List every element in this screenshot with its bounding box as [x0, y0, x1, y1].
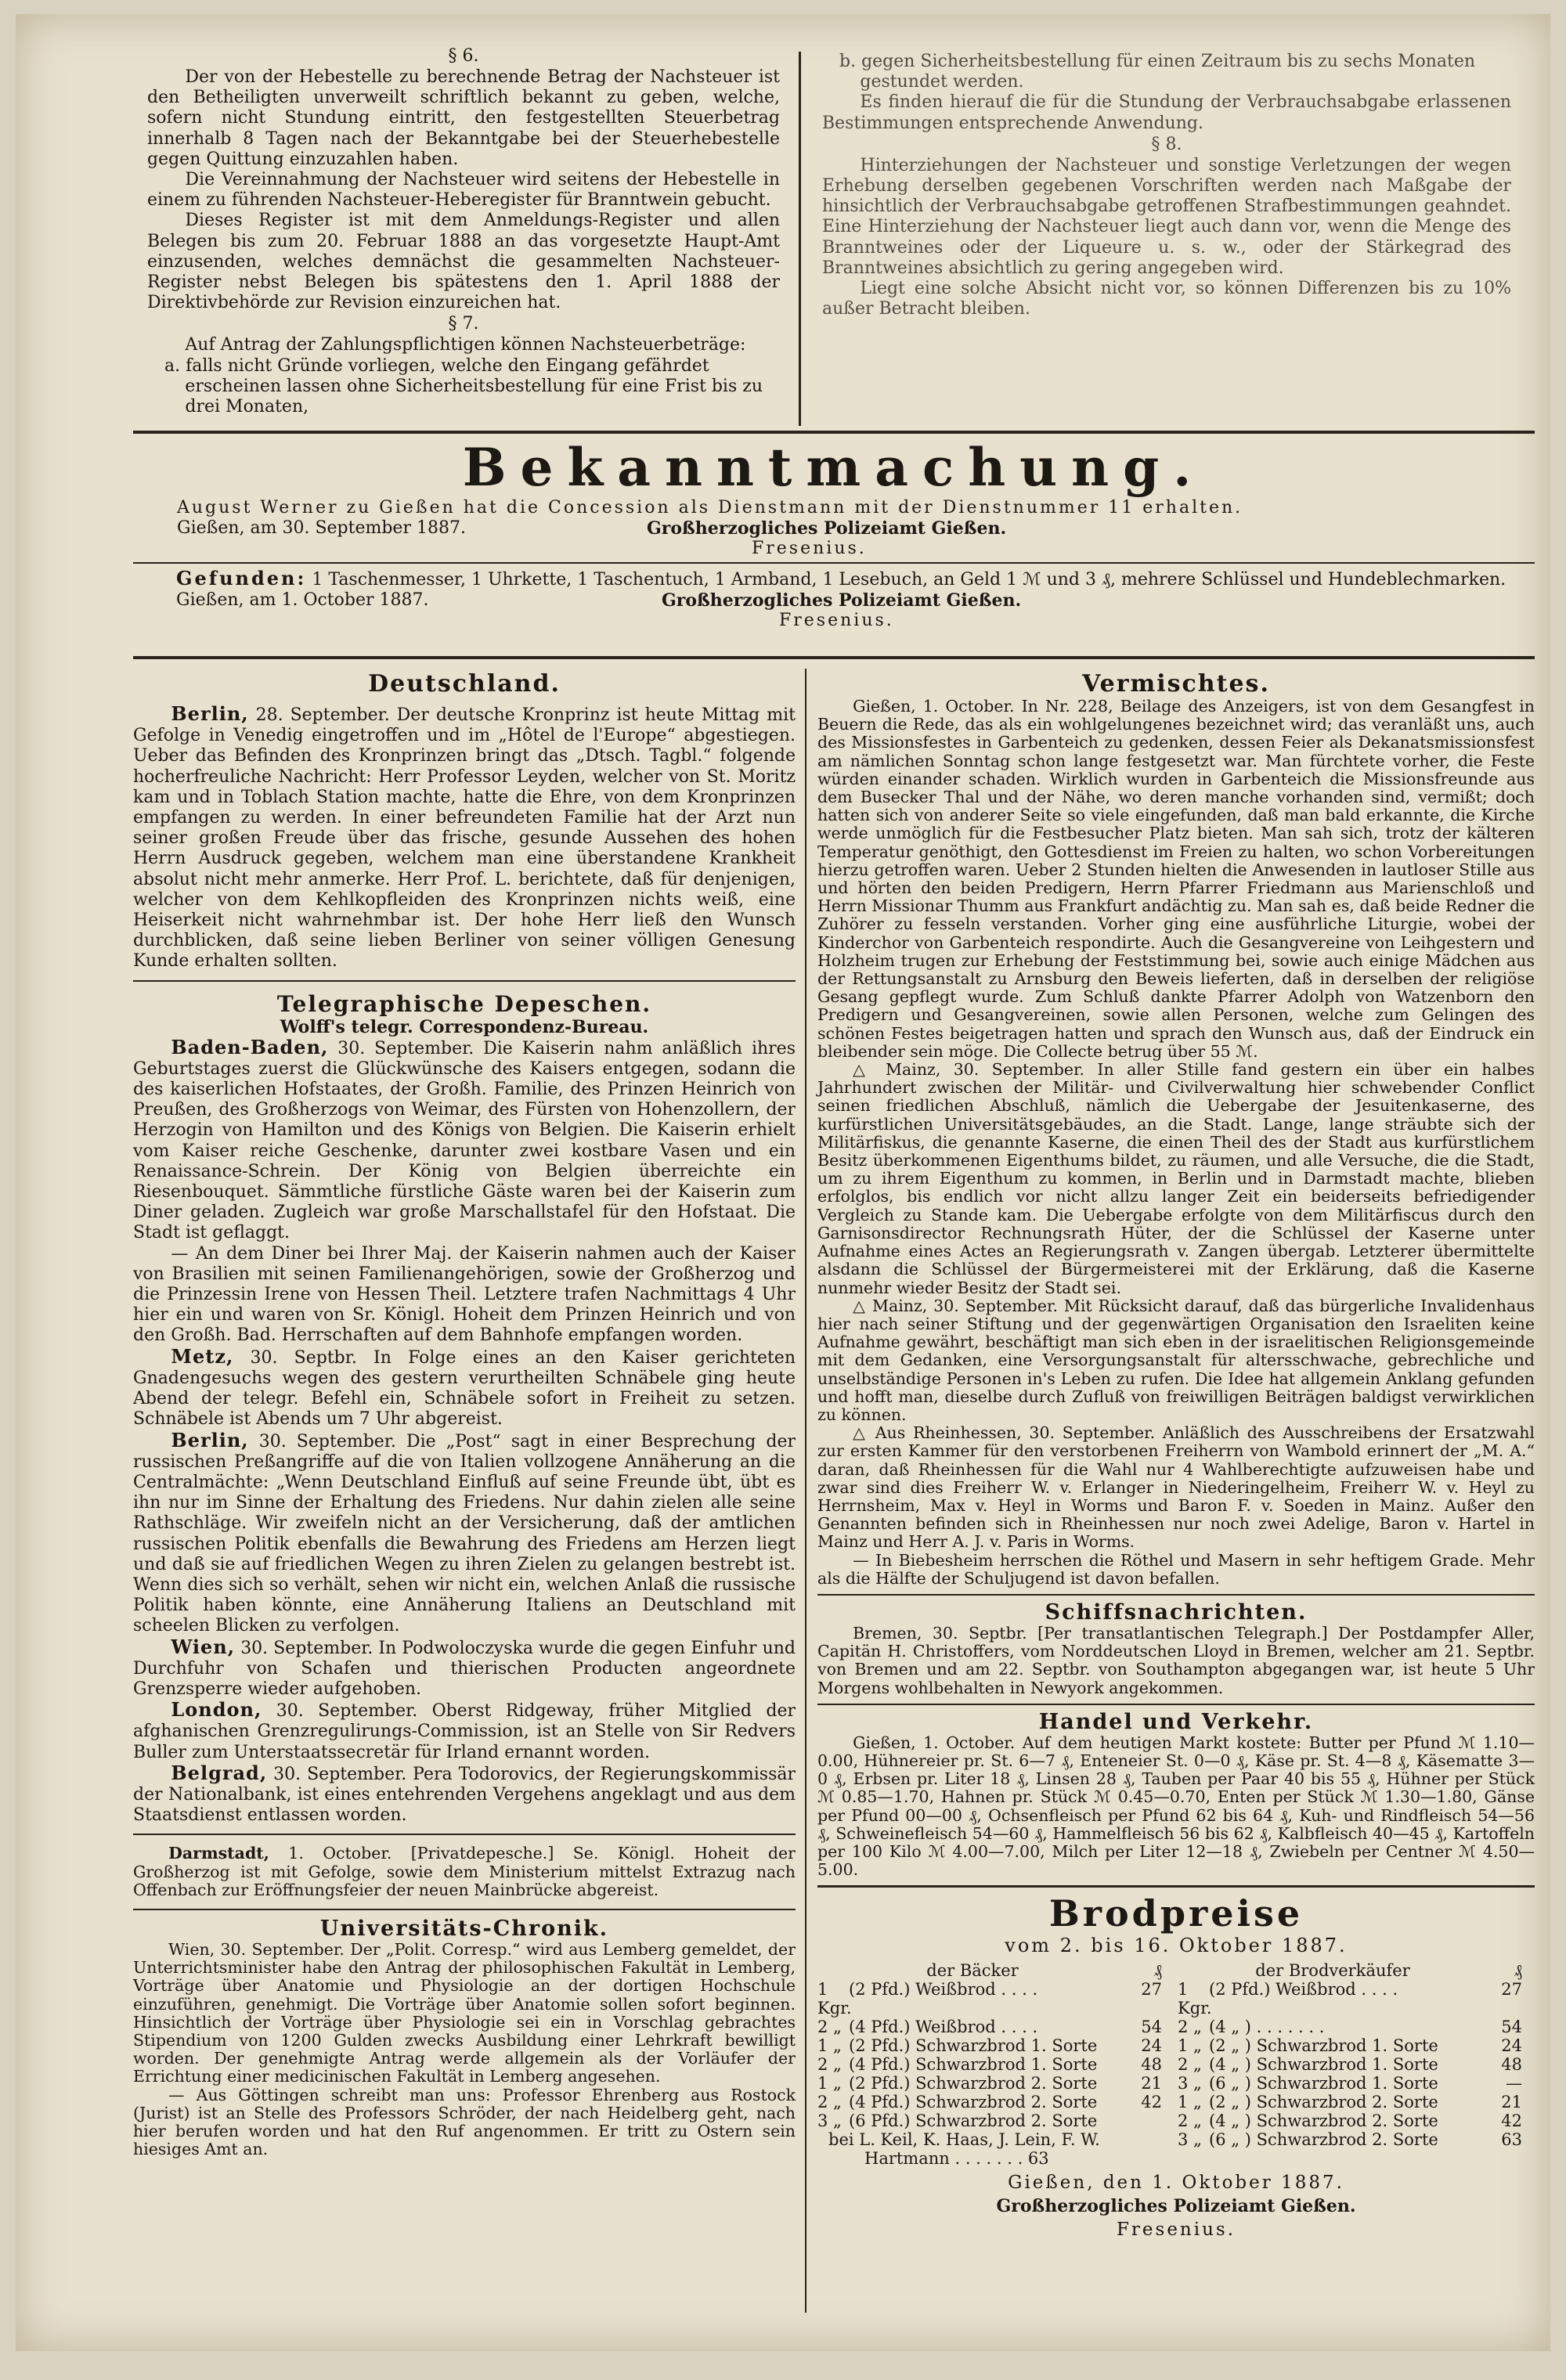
telegram-text: — An dem Diner bei Ihrer Maj. der Kaiserin nahmen auch der Kaiser von Brasilien mit seinen Familienangehörigen, sowie der Großherzog und die Prinzessin Irene von Hessen Theil. Letztere trafen Nachmittags 4 Uhr hier ein und waren von Sr. Königl. Hoheit dem Prinzen Heinrich und von den Großh. Bad. Herrschaften auf dem Bahnhofe empfangen worden. [133, 1243, 796, 1346]
signature: Fresenius. [752, 539, 867, 559]
telegraphische-heading: Telegraphische Depeschen. [276, 990, 652, 1017]
price-cell: 2 „ [817, 2093, 842, 2112]
dateline: Darmstadt, [168, 1844, 269, 1863]
price-cell: (4 „ ) Schwarzbrod 1. Sorte [1209, 2055, 1438, 2075]
list-item-b: b. gegen Sicherheitsbestellung für einen Zeitraum bis zu sechs Monaten gestundet werden. [839, 52, 1476, 92]
bekanntmachung-title: Bekanntmachung. [462, 437, 1206, 498]
top-left-paragraph: Auf Antrag der Zahlungspflichtigen können Nachsteuerbeträge: [185, 335, 746, 355]
price-cell: (4 „ ) . . . . . . . [1209, 2018, 1325, 2037]
telegram-entry [133, 1430, 796, 1637]
telegram-entry [133, 1700, 796, 1763]
price-cell [1128, 2111, 1162, 2130]
price-cell: 1 „ [1178, 2093, 1202, 2112]
price-row [817, 2018, 1162, 2036]
price-cell: 48 [1501, 2055, 1522, 2075]
price-cell: 1 „ [817, 2074, 842, 2093]
vermischtes-paragraph: △ Mainz, 30. September. In aller Stille fand gestern ein über ein halbes Jahrhundert zwischen der Militär- und Civilverwaltung hier schwebender Conflict seinen friedlichen Abschluß, nämlich die Uebergabe der Jesuitenkaserne, des kurfürstlichen Universitätsgebäudes, an die Stadt. Lange, lange sträubte sich der Militärfiskus, die genannte Kaserne, die einen Theil des der Stadt aus kurfürstlichem Besitz überkommenen Eigenthums bildet, zu räumen, und alle Versuche, die die Stadt, um zu ihrem Eigenthum zu kommen, in Berlin und in Darmstadt machte, blieben erfolglos, bis endlich vor nicht allzu langer Zeit ein beiderseits befriedigender Vergleich zu Stande kam. Die Uebergabe erfolgte von dem Militärfiscus durch den Garnisonsdirector Rechnungsrath Hüter, der die Schlüssel der Kaserne unter Aufnahme eines Actes an Regierungsrath v. Zangen übergab. Letzterer übermittelte alsdann die Schlüssel der Bürgermeisterei mit der Erklärung, daß die Kaserne nunmehr wieder Besitz der Stadt sei. [817, 1060, 1535, 1297]
divider-rule [133, 431, 1535, 434]
top-right-paragraph: Liegt eine solche Absicht nicht vor, so können Differenzen bis zu 10% außer Betracht bleiben. [822, 279, 1511, 319]
price-cell: (2 Pfd.) Schwarzbrod 2. Sorte [849, 2074, 1098, 2093]
telegraphische-subheading: Wolff's telegr. Correspondenz-Bureau. [280, 1016, 649, 1037]
price-row [1178, 2074, 1522, 2093]
bekanntmachung-date: Gießen, am 30. September 1887. [177, 518, 466, 539]
bekanntmachung-text: August Werner zu Gießen hat die Concession als Dienstmann mit der Dienstnummer 11 erhalten. [177, 498, 1243, 517]
price-cell: 24 [1141, 2036, 1162, 2056]
divider-rule [133, 656, 1535, 659]
price-cell: 48 [1141, 2055, 1162, 2075]
brodpreise-subtitle: vom 2. bis 16. Oktober 1887. [1005, 1935, 1348, 1957]
price-row [1178, 2036, 1522, 2055]
handel-heading: Handel und Verkehr. [1038, 1709, 1314, 1734]
schiff-heading: Schiffsnachrichten. [1045, 1599, 1308, 1625]
telegram-entry [133, 1763, 796, 1826]
verkaeufer-table [1178, 1961, 1522, 2168]
top-right-paragraph: Hinterziehungen der Nachsteuer und sonstige Verletzungen der wegen Erhebung derselben gegebenen Vorschriften werden nach Maßgabe der hinsichtlich der Verbrauchsabgabe getroffenen Strafbestimmungen geahndet. Eine Hinterziehung der Nachsteuer liegt auch dann vor, wenn die Menge des Branntweines oder der Liqueure u. s. w., oder der Stärkegrad des Branntweines absichtlich zu gering angegeben wird. [822, 155, 1511, 278]
deutschland-text: 28. September. Der deutsche Kronprinz ist heute Mittag mit Gefolge in Venedig eingetroffen und im „Hôtel de l'Europe“ abgestiegen. Ueber das Befinden des Kronprinzen bringt das „Dtsch. Tagbl.“ folgende hocherfreuliche Nachricht: Herr Professor Leyden, welcher von St. Moritz kam und in Toblach Station machte, hatte die Ehre, von dem Kronprinzen empfangen zu werden. In einer befreundeten Familie hat der Arzt nun seiner großen Freude über das frische, gesunde Aussehen des hohen Herrn Ausdruck gegeben, welchem man eine überstandene Krankheit absolut nicht mehr anmerke. Herr Prof. L. berichtete, daß für denjenigen, welcher von dem Kehlkopfleiden des Kronprinzen nichts weiß, eine Heiserkeit nicht wahrnehmbar ist. Der hohe Herr ließ den Wunsch durchblicken, daß seine lieben Berliner von seiner völligen Genesung Kunde erhalten sollten. [133, 705, 796, 972]
price-cell: 24 [1501, 2036, 1522, 2056]
list-item-a: a. falls nicht Gründe vorliegen, welche den Eingang gefährdet erscheinen lassen ohne Sicherheitsbestellung für eine Frist bis zu drei Monaten, [164, 355, 763, 417]
brodpreise-date: Gießen, den 1. Oktober 1887. [1008, 2173, 1344, 2194]
price-cell: (2 Pfd.) Schwarzbrod 1. Sorte [849, 2036, 1098, 2056]
price-cell: (6 „ ) Schwarzbrod 1. Sorte [1209, 2074, 1438, 2093]
price-row [1178, 1980, 1522, 2018]
dateline: Wien, [171, 1635, 236, 1658]
universitaet-paragraph: Wien, 30. September. Der „Polit. Corresp.“ wird aus Lemberg gemeldet, der Unterrichtsminister habe den Antrag der philosophischen Fakultät in Lemberg, Vorträge über Anatomie und Physiologie an der dortigen Hochschule einzuführen, genehmigt. Die Vorträge über Anatomie sollen sofort beginnen. Hinsichtlich der Vorträge über Physiologie sei ein in Vorschlag gebrachtes Stipendium von 1200 Gulden zwecks Ausbildung einer Lehrkraft bewilligt worden. Der genehmigte Antrag werde allgemein als der Vorläufer der Errichtung einer medicinischen Fakultät in Lemberg angesehen. [133, 1939, 796, 2086]
price-cell: 3 „ [1178, 2074, 1202, 2093]
unit-label: ₰ [1153, 1961, 1162, 1981]
signature: Fresenius. [779, 611, 894, 630]
darmstadt-text: 1. October. [Privatdepesche.] Se. Königl. Hoheit der Großherzog ist mit Gefolge, sowie dem Ministerium mittelst Extrazug nach Offenbach zur Eröffnungsfeier der neuen Mainbrücke abgereist. [133, 1844, 796, 1899]
price-cell: 21 [1141, 2074, 1162, 2093]
telegram-text: 30. Septbr. In Folge eines an den Kaiser gerichteten Gnadengesuchs wegen des gestern verurtheilten Schnäbele ging heute Abend der telegr. Befehl ein, Schnäbele sofort in Freiheit zu setzen. Schnäbele ist Abends um 7 Uhr abgereist. [133, 1347, 796, 1430]
telegram-entry [133, 1244, 796, 1347]
price-row [817, 2093, 1162, 2111]
dateline: Belgrad, [171, 1761, 268, 1784]
price-cell: 27 [1141, 1980, 1162, 2000]
gefunden-text: 1 Taschenmesser, 1 Uhrkette, 1 Taschentuch, 1 Armband, 1 Lesebuch, an Geld 1 ℳ und 3 ₰, mehrere Schlüssel und Hundeblechmarken. [312, 570, 1506, 590]
vermischtes-paragraph: △ Aus Rheinhessen, 30. September. Anläßlich des Ausschreibens der Ersatzwahl zur ersten Kammer für den verstorbenen Freiherrn von Wambold erinnert der „M. A.“ daran, daß Rheinhessen für die Wahl nur 4 Wahlberechtigte aufzuweisen habe und zwar sind dies Freiherr W. v. Erlanger in Niederingelheim, Freiherr W. v. Heyl zu Herrnsheim, Max v. Heyl in Worms und Baron F. v. Soeden in Mainz. Außer den Genannten befinden sich in Rheinhessen nur noch zwei Adelige, Baron v. Hartel in Mainz und Herr A. J. v. Paris in Worms. [817, 1423, 1535, 1552]
right-column [817, 670, 1535, 2241]
price-cell: 2 „ [817, 2055, 842, 2075]
price-cell: (6 Pfd.) Schwarzbrod 2. Sorte [849, 2111, 1098, 2131]
section-6-heading: § 6. [448, 46, 479, 66]
gefunden-label: Gefunden: [176, 567, 307, 590]
baecker-note: bei L. Keil, K. Haas, J. Lein, F. W. [828, 2130, 1100, 2150]
telegram-text: 30. September. In Podwoloczyska wurde die gegen Einfuhr und Durchfuhr von Schafen und thierischen Producten angeordnete Grenzsperre wieder aufgehoben. [133, 1638, 796, 1699]
price-cell: 2 „ [1178, 2111, 1202, 2131]
divider-rule [817, 1704, 1535, 1705]
price-cell: (2 Pfd.) Weißbrod . . . . [1209, 1980, 1398, 2000]
price-cell: (4 Pfd.) Schwarzbrod 1. Sorte [849, 2055, 1098, 2075]
telegram-entry [133, 1344, 796, 1430]
section-7-heading: § 7. [448, 314, 479, 334]
price-cell: 2 „ [817, 2018, 842, 2037]
column-divider [799, 52, 801, 426]
vermischtes-heading: Vermischtes. [1082, 670, 1270, 698]
dateline: Berlin, [171, 1428, 249, 1451]
brodpreise-table [817, 1961, 1535, 2168]
vermischtes-paragraph: △ Mainz, 30. September. Mit Rücksicht darauf, daß das bürgerliche Invalidenhaus hier nach seiner Stiftung und der gegenwärtigen Organisation den Israeliten keine Aufnahme gewährt, beschäftigt man sich eben in der israelitischen Religionsgemeinde mit dem Gedanken, eine Versorgungsanstalt für altersschwache, gebrechliche und unselbständige Personen in's Leben zu rufen. Die Idee hat allgemein Anklang gefunden und hofft man, dieselbe durch Zufluß von freiwilligen Beiträgen baldigst verwirklichen zu können. [817, 1296, 1535, 1424]
price-row [1178, 2111, 1522, 2130]
price-row [1178, 2018, 1522, 2036]
deutschland-heading: Deutschland. [368, 670, 561, 698]
dateline: Baden-Baden, [171, 1035, 329, 1058]
price-row [1178, 2130, 1522, 2149]
top-right-column [822, 52, 1511, 319]
price-row [817, 2111, 1162, 2130]
telegram-entry [133, 1037, 796, 1244]
left-column [133, 670, 796, 2158]
baecker-note: Hartmann . . . . . . . 63 [864, 2149, 1049, 2169]
telegram-text: 30. September. Die Kaiserin nahm anläßlich ihres Geburtstages zuerst die Glückwünsche des Kaisers entgegen, sodann die des kaiserlichen Hofstaates, der Großh. Familie, des Prinzen Heinrich von Preußen, des Großherzogs von Weimar, des Fürsten von Hohenzollern, der Herzogin von Hamilton und des Königs von Belgien. Die Kaiserin erhielt vom Kaiser reiche Geschenke, darunter zwei kostbare Vasen und ein Renaissance-Schrein. Der König von Belgien überreichte ein Riesenbouquet. Sämmtliche fürstliche Gäste waren bei der Kaiserin zum Diner geladen. Zugleich war große Marschallstafel für den Hofstaat. Die Stadt ist geflaggt. [133, 1038, 796, 1243]
telegram-entry [133, 1637, 796, 1700]
price-cell: 1 „ [1178, 2036, 1202, 2056]
price-cell: 1 „ [817, 2036, 842, 2056]
top-left-paragraph: Die Vereinnahmung der Nachsteuer wird seitens der Hebestelle in einem zu führenden Nachsteuer-Heberegister für Branntwein gebucht. [147, 170, 780, 211]
divider-rule [133, 1909, 796, 1910]
section-8-heading: § 8. [1151, 134, 1182, 154]
price-cell: (2 „ ) Schwarzbrod 1. Sorte [1209, 2036, 1438, 2056]
signature: Fresenius. [1116, 2220, 1236, 2241]
price-row [817, 2074, 1162, 2093]
price-cell: 63 [1501, 2130, 1522, 2150]
price-cell: 1 Kgr. [1178, 1980, 1212, 2018]
price-cell: 54 [1501, 2018, 1522, 2037]
price-cell: — [1506, 2074, 1522, 2093]
price-row [817, 2036, 1162, 2055]
price-cell: (4 Pfd.) Weißbrod . . . . [849, 2018, 1038, 2037]
divider-rule [133, 980, 796, 982]
gefunden-date: Gießen, am 1. October 1887. [176, 590, 429, 610]
divider-rule [133, 1834, 796, 1835]
universitaet-heading: Universitäts-Chronik. [319, 1916, 609, 1941]
vermischtes-paragraph: — In Biebesheim herrschen die Röthel und Masern in sehr heftigem Grade. Mehr als die Hälfte der Schuljugend ist davon befallen. [817, 1550, 1535, 1588]
vermischtes-paragraph: Gießen, 1. October. In Nr. 228, Beilage des Anzeigers, ist von dem Gesangfest in Beuern die Rede, das als ein wohlgelungenes bezeichnet wird; das veranläßt uns, auch des Missionsfestes in Garbenteich zu gedenken, dessen Feier als Dekanatsmissionsfest am nämlichen Sonntag schon lange festgesetzt war. Man fürchtete vorher, die Feste würden einander schaden. Wirklich wurden in Garbenteich die Missionsfreunde aus dem Busecker Thal und der Nähe, wo deren manche vorhanden sind, vermißt; doch hatten sich von anderer Seite so viele eingefunden, daß man bald erkannte, die Kirche werde unmöglich für die Festbesucher Platz bieten. Man sah sich, trotz der kälteren Temperatur genöthigt, den Gottesdienst im Freien zu halten, wo schon Vorbereitungen hierzu getroffen waren. Ueber 2 Stunden hielten die Anwesenden in lautloser Stille aus und hörten den beiden Predigern, Herrn Pfarrer Friedmann aus Marienschloß und Herrn Missionar Thumm aus Frankfurt andächtig zu. Man sah es, daß beide Redner die Zuhörer zu fesseln verstanden. Vorher ging eine ausführliche Liturgie, wobei der Kinderchor von Garbenteich respondirte. Auch die Gesangvereine von Leihgestern und Holzheim trugen zur Erhebung der Feststimmung bei, sowie auch einige Mädchen aus der Rettungsanstalt zu Arnsburg den Beweis lieferten, daß in derselben der religiöse Gesang gepflegt wurde. Zum Schluß dankte Pfarrer Adolph von Watzenborn den Predigern und Gesangvereinen, sowie allen Personen, welche zum Gelingen des schönen Festes beigetragen hatten und sprach den Wunsch aus, daß der Eindruck ein bleibender sein möge. Die Collecte betrug über 55 ℳ. [817, 697, 1535, 1061]
dateline: Metz, [171, 1344, 234, 1368]
baecker-table [817, 1961, 1162, 2168]
top-left-column [147, 45, 780, 417]
bekanntmachung-block [133, 437, 1535, 559]
price-cell: 21 [1501, 2093, 1522, 2112]
schiff-text: Bremen, 30. Septbr. [Per transatlantischen Telegraph.] Der Postdampfer Aller, Capitän H. Christoffers, vom Norddeutschen Lloyd in Bremen, welcher am 21. Septbr. von Bremen und am 22. Septbr. von Southampton abgegangen war, ist heute 5 Uhr Morgens wohlbehalten in Newyork angekommen. [817, 1623, 1535, 1697]
authority-label: Großherzogliches Polizeiamt Gießen. [996, 2196, 1356, 2217]
dateline: London, [171, 1698, 262, 1722]
universitaet-paragraph: — Aus Göttingen schreibt man uns: Professor Ehrenberg aus Rostock (Jurist) ist an Stelle des Professors Schröder, der nach Heidelberg geht, nach hier berufen worden und hat den Ruf angenommen. Er tritt zu Ostern sein hiesiges Amt an. [133, 2085, 796, 2159]
top-left-paragraph: Dieses Register ist mit dem Anmeldungs-Register und allen Belegen bis zum 20. Februar 1888 an das vorgesetzte Haupt-Amt einzusenden, welches demnächst die gesammelten Nachsteuer-Register nebst Belegen bis spätestens den 1. April 1888 der Direktivbehörde zur Revision einzureichen hat. [147, 211, 780, 313]
price-cell: 3 „ [817, 2111, 842, 2131]
price-cell: 42 [1141, 2093, 1162, 2112]
authority-label: Großherzogliches Polizeiamt Gießen. [647, 518, 1007, 539]
top-left-paragraph: Der von der Hebestelle zu berechnende Betrag der Nachsteuer ist den Betheiligten unverweilt schriftlich bekannt zu geben, welche, sofern nicht Stundung eintritt, den festgestellten Steuerbetrag innerhalb 8 Tagen nach der Bekanntgabe bei der Steuerhebestelle gegen Quittung einzuzahlen haben. [147, 67, 780, 169]
price-cell: 2 „ [1178, 2055, 1202, 2075]
price-row [1178, 2055, 1522, 2074]
price-cell: (6 „ ) Schwarzbrod 2. Sorte [1209, 2130, 1438, 2150]
price-row [817, 1980, 1162, 2018]
dateline: Berlin, [171, 702, 249, 725]
divider-rule [133, 562, 1535, 564]
column-divider [805, 669, 806, 2313]
price-cell: 1 Kgr. [817, 1980, 852, 2018]
price-row [817, 2055, 1162, 2074]
price-cell: (2 „ ) Schwarzbrod 2. Sorte [1209, 2093, 1438, 2112]
price-cell: 42 [1501, 2111, 1522, 2131]
top-right-paragraph: Es finden hierauf die für die Stundung der Verbrauchsabgabe erlassenen Bestimmungen entsprechende Anwendung. [822, 92, 1511, 133]
newspaper-page [16, 14, 1550, 2351]
divider-rule [817, 1594, 1535, 1596]
gefunden-block [176, 568, 1539, 631]
price-cell: 2 „ [1178, 2018, 1202, 2037]
price-row [1178, 2093, 1522, 2111]
telegram-text: 30. September. Die „Post“ sagt in einer Besprechung der russischen Preßangriffe auf die von Italien vollzogene Annäherung an die Centralmächte: „Wenn Deutschland Einfluß auf seine Freunde übt, übt es ihn nur im Sinne der Erhaltung des Friedens. Nur dahin zielen alle seine Rathschläge. Wir zweifeln nicht an der Versicherung, daß der amtlichen russischen Politik ebenfalls die Bewahrung des Friedens am Herzen liegt und daß sie auf friedlichen Wegen zu ihren Zielen zu gelangen bestrebt ist. Wenn dies sich so verhält, sehen wir nicht ein, welchen Anlaß die russische Politik haben könnte, eine Annäherung Italiens an Deutschland mit scheelen Blicken zu verfolgen. [133, 1431, 796, 1636]
brodpreise-title: Brodpreise [1048, 1892, 1304, 1935]
verkaeufer-heading: der Brodverkäufer [1255, 1961, 1410, 1981]
divider-rule [817, 1885, 1535, 1888]
baecker-heading: der Bäcker [926, 1961, 1019, 1981]
price-cell: (4 Pfd.) Schwarzbrod 2. Sorte [849, 2093, 1098, 2112]
price-cell: 3 „ [1178, 2130, 1202, 2150]
price-cell: (2 Pfd.) Weißbrod . . . . [849, 1980, 1038, 2000]
price-cell: (4 „ ) Schwarzbrod 2. Sorte [1209, 2111, 1438, 2131]
authority-label: Großherzogliches Polizeiamt Gießen. [662, 590, 1022, 611]
unit-label: ₰ [1514, 1961, 1522, 1981]
telegraphische-entries [133, 1037, 796, 1826]
price-cell: 27 [1501, 1980, 1522, 2000]
price-cell: 54 [1141, 2018, 1162, 2037]
handel-text: Gießen, 1. October. Auf dem heutigen Markt kostete: Butter per Pfund ℳ 1.10—0.00, Hühnereier pr. St. 6—7 ₰, Enteneier St. 0—0 ₰, Käse pr. St. 4—8 ₰, Käsematte 3—0 ₰, Erbsen pr. Liter 18 ₰, Linsen 28 ₰, Tauben per Paar 40 bis 55 ₰, Hühner per Stück ℳ 0.85—1.70, Hahnen pr. Stück ℳ 0.45—0.70, Enten per Stück ℳ 1.30—1.80, Gänse per Pfund 00—00 ₰, Ochsenfleisch per Pfund 62 bis 64 ₰, Kuh- und Rindfleisch 54—56 ₰, Schweinefleisch 54—60 ₰, Hammelfleisch 56 bis 62 ₰, Kalbfleisch 40—45 ₰, Kartoffeln per 100 Kilo ℳ 4.00—7.00, Milch per Liter 12—18 ₰, Zwiebeln per Centner ℳ 4.50—5.00. [817, 1733, 1535, 1880]
telegram-text: 30. September. Oberst Ridgeway, früher Mitglied der afghanischen Grenzregulirungs-Commission, ist an Stelle von Sir Redvers Buller zum Unterstaatssecretär für Irland ernannt worden. [133, 1701, 796, 1762]
telegram-text: 30. September. Pera Todorovics, der Regierungskommissär der Nationalbank, ist eines entehrenden Vergehens angeklagt und aus dem Staatsdienst entlassen worden. [133, 1764, 796, 1826]
